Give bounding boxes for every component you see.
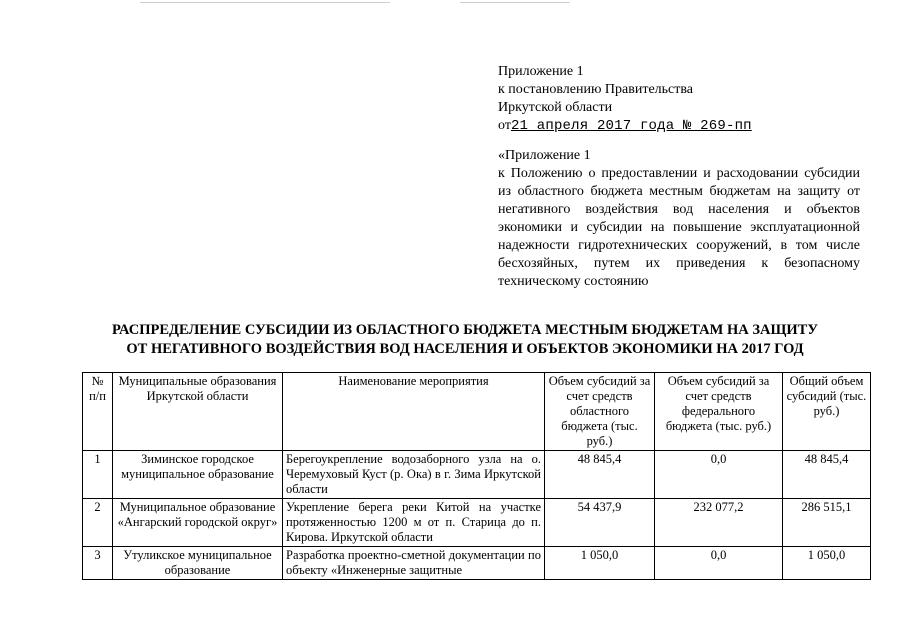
cell-regional: 48 845,4 xyxy=(545,451,655,499)
header-cell-regional: Объем субсидий за счет средств областного бюджета (тыс. руб.) xyxy=(545,373,655,451)
cell-activity: Укрепление берега реки Китой на участке протяженностью 1200 м от п. Старица до п. Кирова. Иркутской области xyxy=(283,499,545,547)
cell-total: 1 050,0 xyxy=(783,547,871,580)
sub-appendix-title: «Приложение 1 xyxy=(498,148,591,163)
header-cell-total: Общий объем субсидий (тыс. руб.) xyxy=(783,373,871,451)
cell-number: 3 xyxy=(83,547,113,580)
table-row xyxy=(83,451,871,499)
scan-artifact-line xyxy=(140,2,390,3)
scan-artifact-line xyxy=(460,2,570,3)
cell-municipality: Муниципальное образование «Ангарский городской округ» xyxy=(113,499,283,547)
handwritten-date: 21 апреля 2017 года № 269-пп xyxy=(510,118,752,134)
cell-federal: 0,0 xyxy=(655,547,783,580)
cell-regional: 54 437,9 xyxy=(545,499,655,547)
title-line: РАСПРЕДЕЛЕНИЕ СУБСИДИИ ИЗ ОБЛАСТНОГО БЮДЖЕТА МЕСТНЫМ БЮДЖЕТАМ НА ЗАЩИТУ xyxy=(112,322,818,338)
table-header-row xyxy=(83,373,871,451)
header-cell-federal: Объем субсидий за счет средств федерального бюджета (тыс. руб.) xyxy=(655,373,783,451)
cell-federal: 0,0 xyxy=(655,451,783,499)
subsidy-table xyxy=(82,372,871,580)
cell-total: 48 845,4 xyxy=(783,451,871,499)
cell-regional: 1 050,0 xyxy=(545,547,655,580)
appendix-line: Иркутской области xyxy=(498,100,613,115)
sub-appendix-body: к Положению о предоставлении и расходовании субсидии из областного бюджета местным бюджетам на защиту от негативного воздействия вод населения и объектов экономики и субсидии на повышение эксплуатационной надежности гидротехнических сооружений, в том числе бесхозяйных, путем их приведения к безопасному техническому состоянию xyxy=(498,166,860,289)
appendix-line: Приложение 1 xyxy=(498,64,584,79)
header-cell-activity: Наименование мероприятия xyxy=(283,373,545,451)
cell-number: 1 xyxy=(83,451,113,499)
table-row xyxy=(83,547,871,580)
appendix-date-line xyxy=(498,117,868,135)
sub-appendix-block xyxy=(498,147,860,291)
cell-activity: Берегоукрепление водозаборного узла на о. Черемуховый Куст (р. Ока) в г. Зима Иркутской области xyxy=(283,451,545,499)
header-cell-number: № п/п xyxy=(83,373,113,451)
appendix-line: к постановлению Правительства xyxy=(498,82,694,97)
cell-municipality: Утуликское муниципальное образование xyxy=(113,547,283,580)
cell-federal: 232 077,2 xyxy=(655,499,783,547)
cell-municipality: Зиминское городское муниципальное образование xyxy=(113,451,283,499)
cell-total: 286 515,1 xyxy=(783,499,871,547)
cell-activity: Разработка проектно-сметной документации по объекту «Инженерные защитные xyxy=(283,547,545,580)
date-prefix: от xyxy=(498,118,511,133)
appendix-block xyxy=(498,63,868,135)
table-row xyxy=(83,499,871,547)
title-line: ОТ НЕГАТИВНОГО ВОЗДЕЙСТВИЯ ВОД НАСЕЛЕНИЯ И ОБЪЕКТОВ ЭКОНОМИКИ НА 2017 ГОД xyxy=(126,341,804,357)
cell-number: 2 xyxy=(83,499,113,547)
document-title xyxy=(70,321,860,359)
header-cell-municipality: Муниципальные образования Иркутской области xyxy=(113,373,283,451)
